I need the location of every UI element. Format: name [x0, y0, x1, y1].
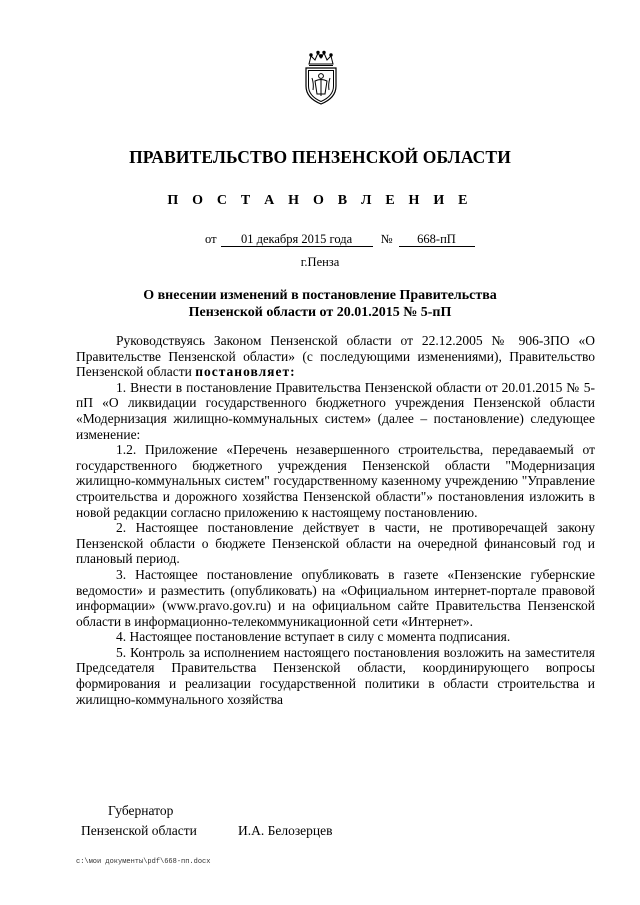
number-label: №	[380, 232, 393, 246]
intro-paragraph	[76, 333, 595, 380]
signatory-name: И.А. Белозерцев	[238, 823, 333, 838]
date-number-line	[205, 232, 475, 247]
resolution-word: постановляет:	[195, 364, 296, 380]
government-name: ПРАВИТЕЛЬСТВО ПЕНЗЕНСКОЙ ОБЛАСТИ	[129, 147, 511, 167]
city: г.Пенза	[300, 255, 340, 269]
signatory-position-line-1: Губернатор	[108, 803, 174, 818]
paragraph-3: 3. Настоящее постановление опубликовать в газете «Пензенские губернские ведомости» и разместить (опубликовать) на «Официальном интернет-портале правовой информации» (www.pravo.gov.ru) и на официальном сайте Правительства Пензенской области в информационно-телекоммуникационной сети «Интернет».	[76, 566, 595, 629]
paragraph-5: 5. Контроль за исполнением настоящего постановления возложить на заместителя Председателя Правительства Пензенской области, координирующего вопросы формирования и реализации государственной политики в области строительства и жилищно-коммунального хозяйства	[76, 644, 595, 707]
file-path-footer: c:\мои документы\pdf\668-пп.docx	[76, 858, 211, 866]
document-subject	[0, 287, 640, 321]
coat-of-arms-icon	[301, 50, 341, 106]
document-type: П О С Т А Н О В Л Е Н И Е	[167, 193, 473, 208]
signatory-position-line-2: Пензенской области	[81, 823, 197, 838]
paragraph-4: 4. Настоящее постановление вступает в силу с момента подписания.	[116, 629, 511, 645]
date-from-label: от	[205, 232, 217, 246]
subject-line-2: Пензенской области от 20.01.2015 № 5-пП	[188, 305, 452, 320]
paragraph-1: 1. Внести в постановление Правительства Пензенской области от 20.01.2015 № 5-пП «О ликвидации государственного бюджетного учреждения Пензенской области «Модернизация жилищно-коммунальных систем» (далее – постановление) следующее изменение:	[76, 379, 595, 442]
subject-line-1: О внесении изменений в постановление Правительства	[143, 288, 497, 303]
document-number: 668-пП	[399, 232, 475, 247]
paragraph-2: 2. Настоящее постановление действует в части, не противоречащей закону Пензенской области о бюджете Пензенской области на очередной финансовый год и плановый период.	[76, 520, 595, 567]
document-body	[76, 333, 595, 707]
document-date: 01 декабря 2015 года	[221, 232, 373, 247]
intro-text: Руководствуясь Законом Пензенской области от 22.12.2005 № 906-ЗПО «О Правительстве Пензенской области» (с последующими изменениями), Правительство Пензенской области	[76, 333, 595, 380]
paragraph-1-2: 1.2. Приложение «Перечень незавершенного строительства, передаваемый от государственного бюджетного учреждения Пензенской области "Модернизация жилищно-коммунальных систем" государственному казенному учреждению "Управление строительства и дорожного хозяйства Пензенской области"» постановления изложить в новой редакции согласно приложению к настоящему постановлению.	[76, 442, 595, 520]
